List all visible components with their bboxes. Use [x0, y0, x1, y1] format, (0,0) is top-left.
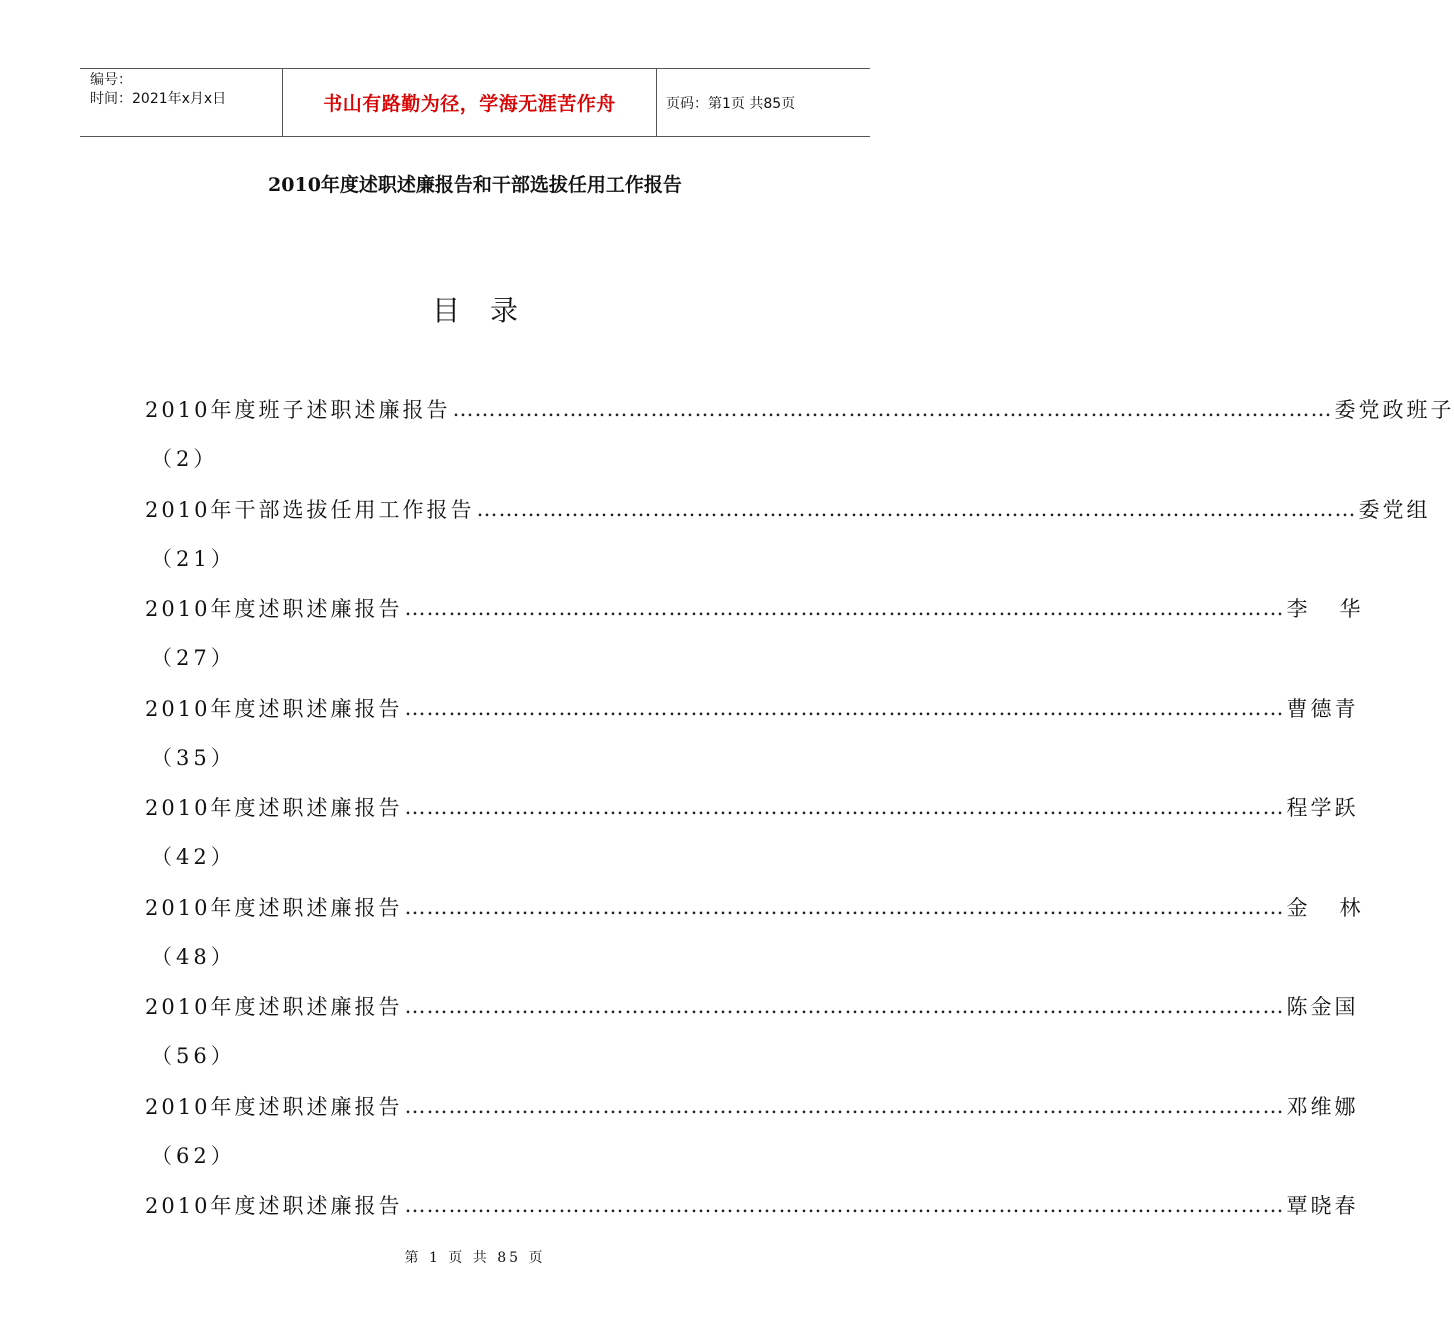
toc-entry-title: 2010年度述职述廉报告 — [145, 1194, 403, 1218]
document-number-label: 编号： — [90, 72, 132, 88]
header-motto-cell — [282, 69, 657, 136]
toc-entry-title: 2010年度班子述职述廉报告 — [145, 398, 451, 422]
toc-entry-author: 程学跃 — [1286, 796, 1359, 820]
toc-entry-line — [145, 792, 1359, 822]
toc-entry-author: 曹德青 — [1286, 696, 1359, 721]
toc-entry-line — [145, 892, 1393, 922]
toc-entry-author: 金林 — [1286, 895, 1393, 920]
toc-entry-line — [145, 593, 1393, 623]
document-time-label: 时间：2021年x月x日 — [90, 91, 227, 107]
toc-entry-title: 2010年干部选拔任用工作报告 — [145, 497, 475, 522]
toc-leader-dots: ………………………………………………………………………………………………………… — [404, 695, 1285, 720]
toc-entry-author: 陈金国 — [1286, 995, 1359, 1019]
toc-entry-line — [145, 1190, 1359, 1220]
toc-entry-line — [145, 991, 1359, 1021]
toc-leader-dots: ………………………………………………………………………………………………………… — [476, 496, 1357, 521]
toc-entry-page: （42） — [151, 845, 236, 869]
toc-entry-page: （62） — [151, 1143, 236, 1168]
toc-entry-author: 邓维娜 — [1286, 1094, 1359, 1119]
toc-entry-title: 2010年度述职述廉报告 — [145, 597, 403, 621]
toc-entry-line — [145, 394, 1454, 424]
toc-entry[interactable] — [145, 1190, 1359, 1290]
toc-leader-dots: ………………………………………………………………………………………………………… — [404, 994, 1285, 1018]
toc-entry[interactable] — [145, 1091, 1359, 1191]
toc-entry-title: 2010年度述职述廉报告 — [145, 796, 403, 820]
toc-entry[interactable] — [145, 494, 1431, 594]
header-motto: 书山有路勤为径，学海无涯苦作舟 — [323, 93, 616, 115]
toc-leader-dots: ………………………………………………………………………………………………………… — [404, 1093, 1285, 1118]
toc-heading: 目录 — [431, 294, 548, 327]
toc-entry-page: （27） — [151, 646, 236, 670]
toc-entry-title: 2010年度述职述廉报告 — [145, 696, 403, 721]
toc-entry-title: 2010年度述职述廉报告 — [145, 1094, 403, 1119]
toc-leader-dots: ………………………………………………………………………………………………………… — [404, 894, 1285, 919]
toc-entry[interactable] — [145, 593, 1393, 693]
header-meta — [90, 71, 226, 109]
toc-entry-author: 覃晓春 — [1286, 1194, 1359, 1218]
toc-entry[interactable] — [145, 892, 1393, 992]
toc-entry-page: （56） — [151, 1044, 236, 1068]
toc-entry-line — [145, 1091, 1359, 1121]
toc-leader-dots: ………………………………………………………………………………………………………… — [404, 1193, 1285, 1217]
toc-leader-dots: ………………………………………………………………………………………………………… — [404, 596, 1285, 620]
toc-entry-author: 李华 — [1286, 597, 1393, 621]
toc-entry-page: （48） — [151, 944, 236, 969]
page-header — [80, 68, 870, 137]
document-title: 2010年度述职述廉报告和干部选拔任用工作报告 — [268, 174, 682, 196]
toc-entry[interactable] — [145, 693, 1359, 793]
toc-entry-page: （2） — [151, 447, 219, 471]
toc-leader-dots: ………………………………………………………………………………………………………… — [404, 795, 1285, 819]
toc-entry-page: （21） — [151, 546, 236, 571]
toc-entry[interactable] — [145, 991, 1359, 1091]
toc-entry-line — [145, 693, 1359, 723]
page-footer: 第 1 页 共 85 页 — [404, 1250, 546, 1266]
header-page-info: 页码：第1页 共85页 — [666, 96, 796, 112]
toc-entry-title: 2010年度述职述廉报告 — [145, 995, 403, 1019]
toc-entry[interactable] — [145, 792, 1359, 892]
toc-entry[interactable] — [145, 394, 1454, 494]
toc-entry-author: 委党政班子 — [1334, 398, 1454, 422]
toc-entry-line — [145, 494, 1431, 524]
toc-leader-dots: ………………………………………………………………………………………………………… — [452, 397, 1333, 421]
toc-entry-page: （35） — [151, 745, 236, 770]
toc-entry-author: 委党组 — [1358, 497, 1431, 522]
table-of-contents — [145, 394, 1454, 1290]
toc-entry-title: 2010年度述职述廉报告 — [145, 895, 403, 920]
